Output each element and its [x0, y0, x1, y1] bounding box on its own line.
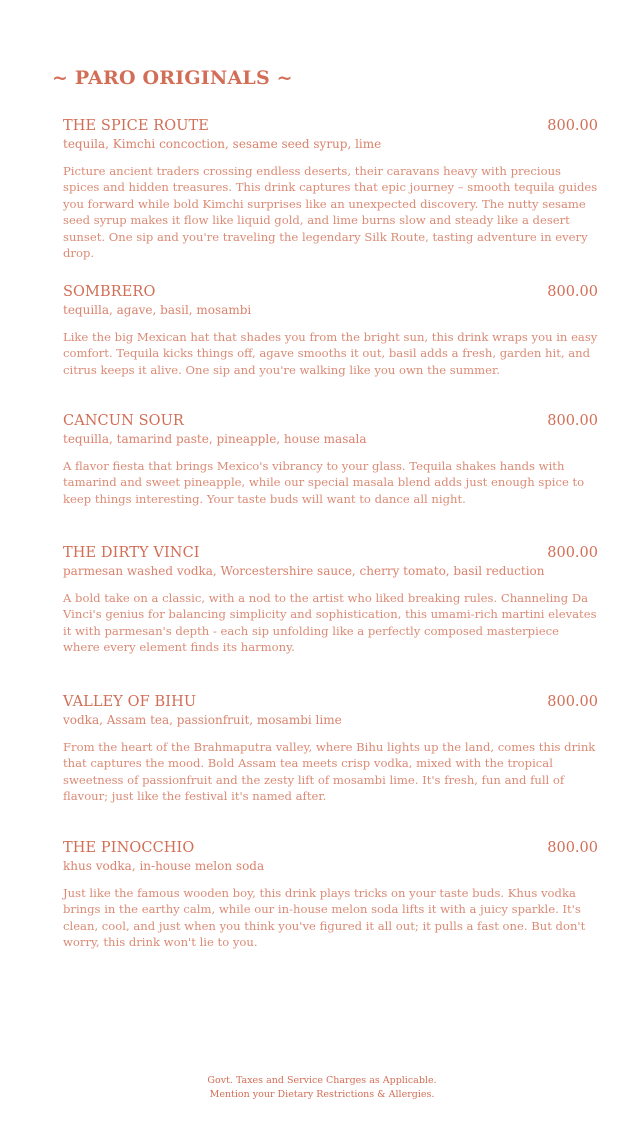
item-description: Just like the famous wooden boy, this drink plays tricks on your taste buds. Khus vodka brings in the earthy calm, while our in-house melon soda lifts it with a juicy sparkle. It's clean, cool, and just when you think you've figured it all out; it pulls a fast one. But don't worry, this drink won't lie to you.	[63, 886, 586, 950]
item-ingredients: vodka, Assam tea, passionfruit, mosambi lime	[63, 713, 342, 727]
item-description: From the heart of the Brahmaputra valley, where Bihu lights up the land, comes this drink that captures the mood. Bold Assam tea meets crisp vodka, mixed with the tropical sweetness of passionfruit and the zesty lift of mosambi lime. It's fresh, fun and full of flavour; just like the festival it's named after.	[63, 740, 596, 804]
item-price: 800.00	[547, 694, 598, 710]
item-description: Like the big Mexican hat that shades you from the bright sun, this drink wraps you in easy comfort. Tequila kicks things off, agave smooths it out, basil adds a fresh, garden hit, and citrus keeps it alive. One sip and you're walking like you own the summer.	[63, 330, 598, 377]
item-description: A bold take on a classic, with a nod to the artist who liked breaking rules. Channeling Da Vinci's genius for balancing simplicity and sophistication, this umami-rich martini elevates it with parmesan's depth - each sip unfolding like a perfectly composed masterpiece where every element finds its harmony.	[63, 591, 597, 655]
item-name: THE SPICE ROUTE	[63, 118, 209, 134]
footer-taxes-line: Govt. Taxes and Service Charges as Applicable.	[207, 1075, 437, 1086]
menu-item	[63, 840, 598, 951]
menu-item	[63, 545, 598, 656]
item-name: VALLEY OF BIHU	[63, 694, 197, 710]
item-ingredients: khus vodka, in-house melon soda	[63, 859, 265, 873]
menu-item	[63, 694, 598, 805]
menu-item	[63, 284, 598, 378]
item-price: 800.00	[547, 840, 598, 856]
item-ingredients: tequilla, tamarind paste, pineapple, house masala	[63, 432, 367, 446]
item-description: A flavor fiesta that brings Mexico's vibrancy to your glass. Tequila shakes hands with tamarind and sweet pineapple, while our special masala blend adds just enough spice to keep things interesting. Your taste buds will want to dance all night.	[63, 459, 585, 506]
footer-allergies-line: Mention your Dietary Restrictions & Allergies.	[209, 1089, 435, 1100]
menu-item	[63, 118, 598, 261]
item-name: THE DIRTY VINCI	[63, 545, 200, 561]
item-ingredients: parmesan washed vodka, Worcestershire sauce, cherry tomato, basil reduction	[63, 564, 545, 578]
item-description: Picture ancient traders crossing endless deserts, their caravans heavy with precious spices and hidden treasures. This drink captures that epic journey – smooth tequila guides you forward while bold Kimchi surprises like an unexpected discovery. The nutty sesame seed syrup makes it flow like liquid gold, and lime burns slow and steady like a desert sunset. One sip and you're traveling the legendary Silk Route, tasting adventure in every drop.	[63, 164, 598, 261]
item-price: 800.00	[547, 284, 598, 300]
item-price: 800.00	[547, 545, 598, 561]
item-name: SOMBRERO	[63, 284, 156, 300]
item-name: THE PINOCCHIO	[63, 840, 195, 856]
item-name: CANCUN SOUR	[63, 413, 184, 429]
section-title: ~ PARO ORIGINALS ~	[52, 67, 293, 89]
item-ingredients: tequila, Kimchi concoction, sesame seed syrup, lime	[63, 137, 382, 151]
footer-note	[0, 1074, 644, 1102]
item-price: 800.00	[547, 118, 598, 134]
item-price: 800.00	[547, 413, 598, 429]
item-ingredients: tequilla, agave, basil, mosambi	[63, 303, 252, 317]
menu-item	[63, 413, 598, 507]
